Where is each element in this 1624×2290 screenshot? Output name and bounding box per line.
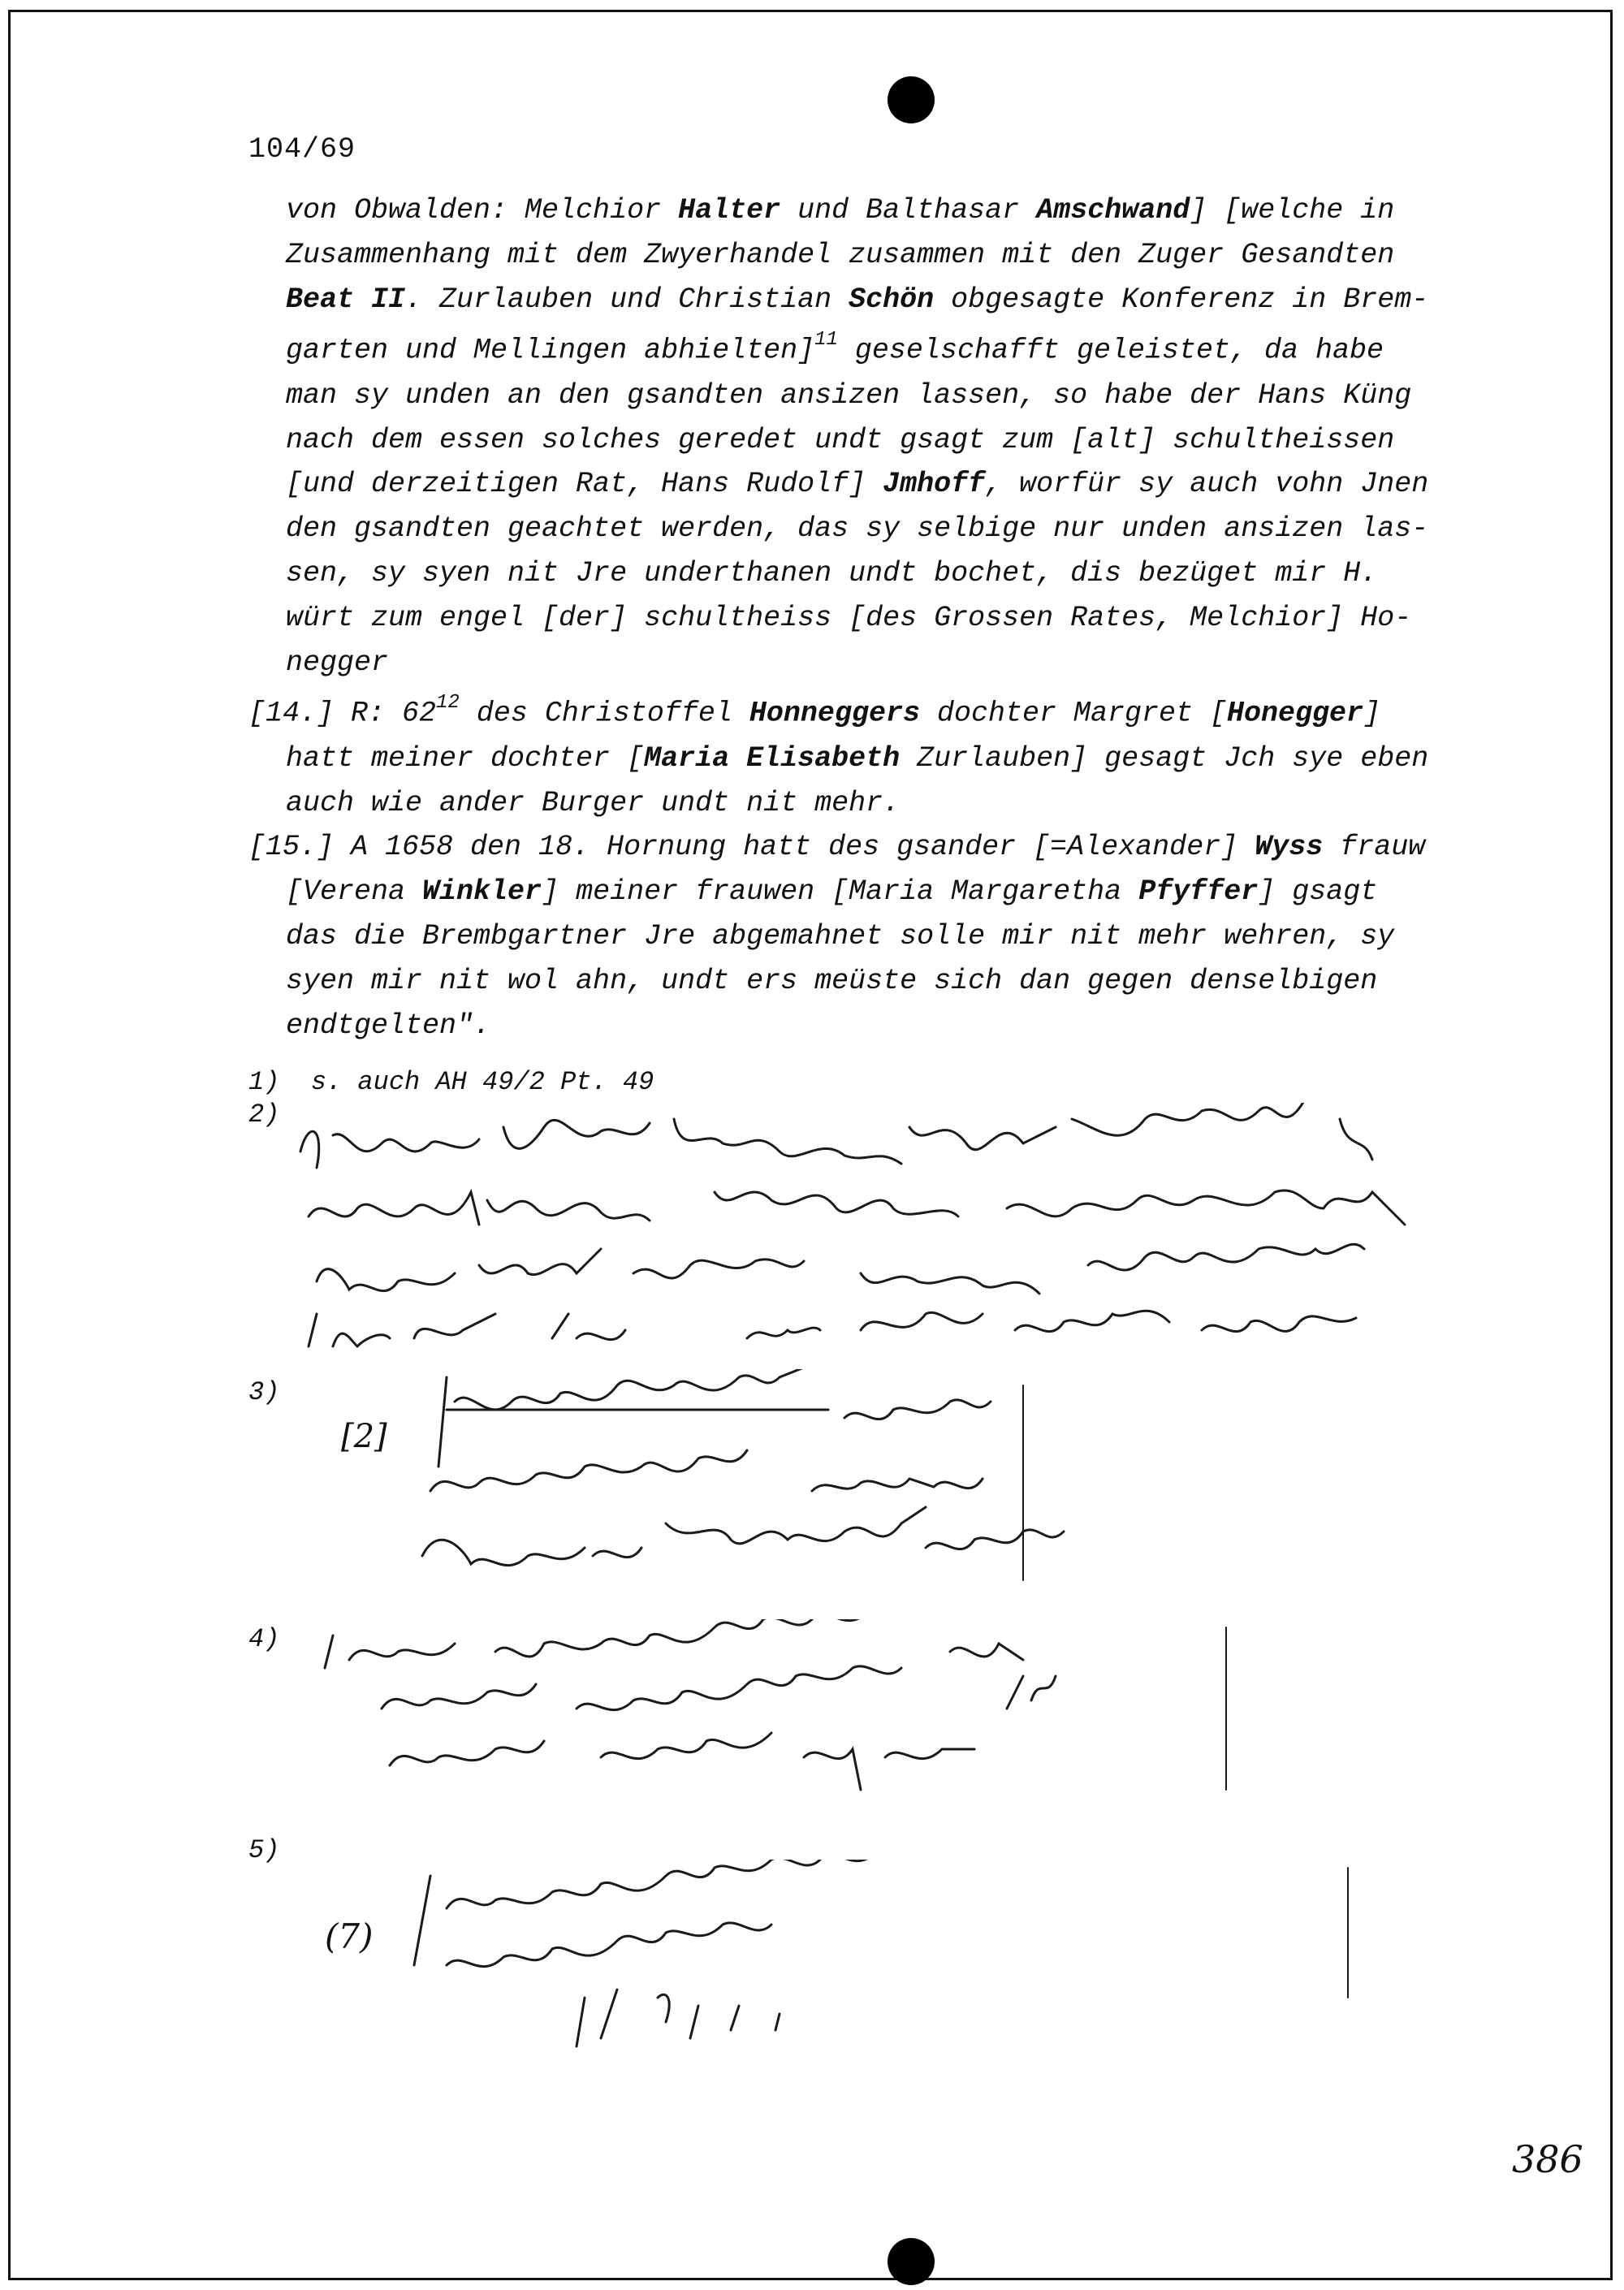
text-run: . Zurlauben und Christian [405,283,849,316]
name-emphasis: Jmhoff [883,468,986,501]
handwritten-excerpt-5 [317,1860,1364,2055]
punch-hole-bottom [888,2238,935,2285]
text-line [286,914,1483,959]
text-run: [14.] R: 62 [248,698,437,731]
name-emphasis: Halter [678,194,781,227]
text-run: [und derzeitigen Rat, Hans Rudolf] [286,468,883,501]
text-run: Zurlauben] gesagt Jch sye eben [900,741,1429,775]
text-line [286,507,1483,551]
footnote-2-number: 2) [248,1100,280,1130]
handwritten-excerpt-4 [317,1619,1234,1798]
text-line [286,641,1483,685]
entry-14 [248,685,1483,825]
page-id: 104/69 [248,133,356,166]
text-line [286,462,1483,507]
text-line [286,322,1483,373]
text-run: den gsandten geachtet werden, das sy selbige nur unden ansizen las- [286,512,1429,546]
text-run: syen mir nit wol ahn, undt ers meüste sich dan gegen denselbigen [286,964,1378,997]
name-emphasis: Wyss [1255,831,1324,864]
entry-continuation [248,188,1483,685]
text-run: das die Brembgartner Jre abgemahnet solle mir nit mehr wehren, sy [286,920,1395,953]
name-emphasis: Amschwand [1036,194,1190,227]
text-run: ] meiner frauwen [Maria Margaretha [542,875,1139,909]
text-run: garten und Mellingen abhielten] [286,335,815,368]
text-run: würt zum engel [der] schultheiss [des Grossen Rates, Melchior] Ho- [286,601,1412,634]
name-emphasis: Pfyffer [1138,875,1259,909]
footnote-ref: 11 [814,329,838,352]
name-emphasis: Maria Elisabeth [644,741,901,775]
punch-hole-top [888,76,935,123]
text-line [286,233,1483,278]
text-line [286,870,1483,914]
text-run: ] gsagt [1258,875,1378,909]
name-emphasis: Winkler [422,875,542,909]
text-run: des Christoffel [459,698,749,731]
text-run: , worfür sy auch vohn Jnen [985,468,1429,501]
text-run: geselschafft geleistet, da habe [837,335,1384,368]
text-run: negger [286,646,389,679]
text-line [286,551,1483,596]
text-line [286,596,1483,641]
text-run: und Balthasar [780,194,1037,227]
text-line [286,781,1483,826]
transcription-text [248,188,1483,1048]
text-run: dochter Margret [ [919,698,1228,731]
name-emphasis: Honneggers [749,698,920,731]
text-run: frauw [1323,831,1426,864]
text-run: ] [1363,698,1381,731]
text-line [286,959,1483,1004]
text-run: man sy unden an den gsandten ansizen lassen, so habe der Hans Küng [286,378,1412,412]
text-run: endtgelten". [286,1009,491,1042]
bracket-note-7: (7) [325,1916,374,1956]
text-line [286,374,1483,418]
name-emphasis: Schön [849,283,935,316]
name-emphasis: Beat II [286,283,406,316]
text-run: sen, sy syen nit Jre underthanen undt bochet, dis bezüget mir H. [286,557,1378,590]
handwritten-excerpt-3 [325,1369,1250,1588]
text-line [286,188,1483,233]
footnote-5-number: 5) [248,1835,280,1865]
text-run: auch wie ander Burger undt nit mehr. [286,786,901,819]
text-run: ] [welche in [1190,194,1395,227]
text-line [248,825,1483,870]
text-line [286,1004,1483,1048]
text-run: [15.] A 1658 den 18. Hornung hatt des gsander [=Alexander] [248,831,1255,864]
footnote-1: 1) s. auch AH 49/2 Pt. 49 [248,1067,654,1097]
page-number: 386 [1512,2137,1583,2181]
footnote-3-number: 3) [248,1377,280,1407]
text-run: hatt meiner dochter [ [286,741,645,775]
text-run: nach dem essen solches geredet undt gsagt zum [alt] schultheissen [286,423,1395,456]
text-line [286,278,1483,322]
handwritten-excerpt-2 [292,1103,1478,1355]
bracket-note-2: [2] [341,1418,387,1455]
text-run: von Obwalden: Melchior [286,194,679,227]
text-run: [Verena [286,875,423,909]
text-run: Zusammenhang mit dem Zwyerhandel zusammen mit den Zuger Gesandten [286,238,1395,271]
footnote-4-number: 4) [248,1624,280,1654]
text-line [248,685,1483,736]
footnote-ref: 12 [436,692,460,715]
name-emphasis: Honegger [1227,698,1364,731]
entry-15 [248,825,1483,1048]
text-run: obgesagte Konferenz in Brem- [934,283,1429,316]
text-line [286,737,1483,781]
text-line [286,418,1483,463]
